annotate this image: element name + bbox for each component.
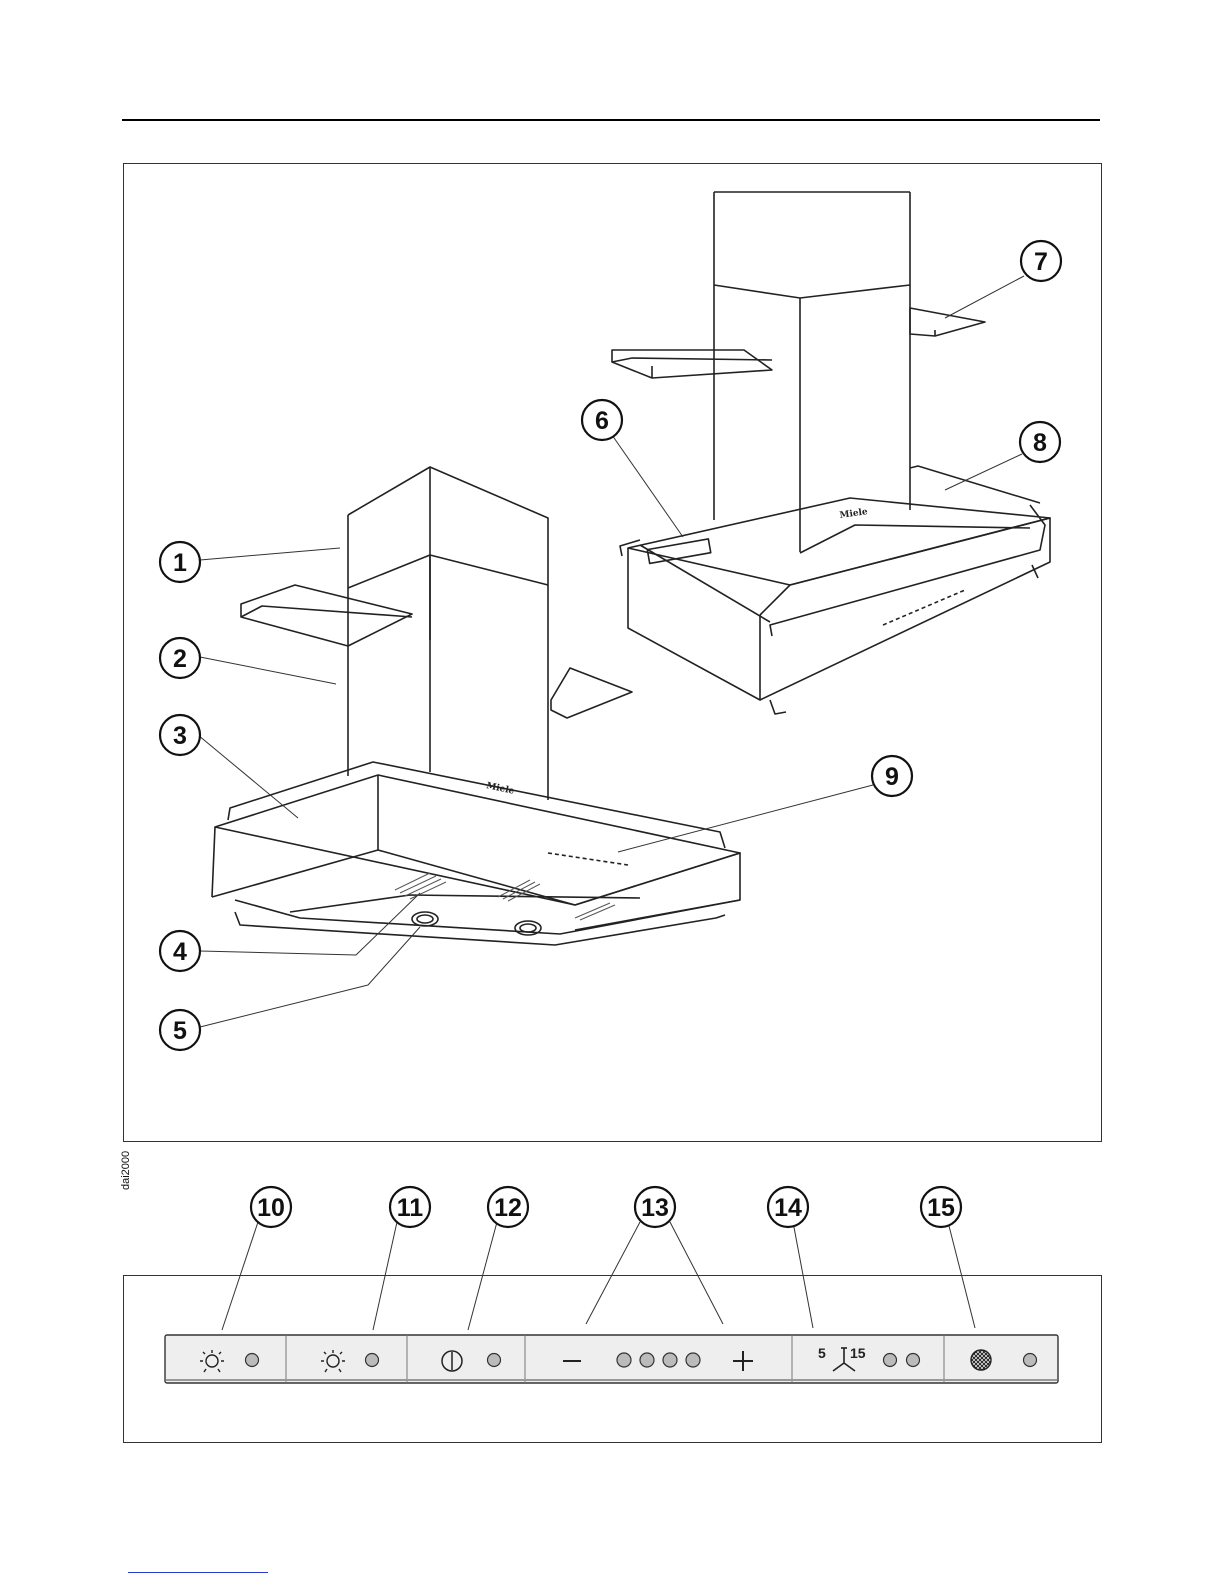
svg-text:15: 15 xyxy=(927,1194,955,1222)
indicator-led xyxy=(246,1354,259,1367)
callout-7 xyxy=(1021,241,1061,281)
svg-text:7: 7 xyxy=(1034,248,1048,276)
svg-text:8: 8 xyxy=(1033,429,1047,457)
control-strip-drawing xyxy=(165,1335,1058,1383)
indicator-led xyxy=(907,1354,920,1367)
svg-text:12: 12 xyxy=(494,1194,522,1222)
timer-label-5: 5 xyxy=(818,1345,826,1361)
svg-text:1: 1 xyxy=(173,549,187,577)
callouts xyxy=(160,241,1061,1227)
speed-led-2 xyxy=(640,1353,654,1367)
svg-text:6: 6 xyxy=(595,407,609,435)
speed-led-4 xyxy=(686,1353,700,1367)
timer-label-15: 15 xyxy=(850,1345,866,1361)
grease-filter-icon xyxy=(971,1350,991,1370)
svg-text:2: 2 xyxy=(173,645,187,673)
rear-brand-logo: Miele xyxy=(839,507,869,521)
indicator-led xyxy=(884,1354,897,1367)
callout-4 xyxy=(160,931,200,971)
figure-code: dai2000 xyxy=(120,1150,132,1190)
svg-text:10: 10 xyxy=(257,1194,285,1222)
callout-2 xyxy=(160,638,200,678)
callout-15 xyxy=(921,1187,961,1227)
svg-text:14: 14 xyxy=(774,1194,802,1222)
front-brand-logo: Miele xyxy=(485,781,516,797)
callout-13 xyxy=(635,1187,675,1227)
callout-1 xyxy=(160,542,200,582)
indicator-led xyxy=(1024,1354,1037,1367)
diagram-leader-lines xyxy=(198,276,1024,1027)
svg-text:13: 13 xyxy=(641,1194,669,1222)
callout-10 xyxy=(251,1187,291,1227)
svg-text:11: 11 xyxy=(396,1194,424,1222)
callout-11 xyxy=(390,1187,430,1227)
svg-text:3: 3 xyxy=(173,722,187,750)
front-hood-illustration xyxy=(212,467,740,945)
callout-14 xyxy=(768,1187,808,1227)
panel-leader-lines xyxy=(222,1222,975,1330)
svg-text:9: 9 xyxy=(885,763,899,791)
callout-6 xyxy=(582,400,622,440)
rear-hood-illustration xyxy=(612,192,1050,714)
callout-8 xyxy=(1020,422,1060,462)
callout-9 xyxy=(872,756,912,796)
svg-text:5: 5 xyxy=(173,1017,187,1045)
speed-led-3 xyxy=(663,1353,677,1367)
speed-led-1 xyxy=(617,1353,631,1367)
svg-text:4: 4 xyxy=(173,938,187,966)
footer-link-underline xyxy=(128,1572,268,1573)
indicator-led xyxy=(366,1354,379,1367)
indicator-led xyxy=(488,1354,501,1367)
callout-5 xyxy=(160,1010,200,1050)
callout-12 xyxy=(488,1187,528,1227)
callout-3 xyxy=(160,715,200,755)
